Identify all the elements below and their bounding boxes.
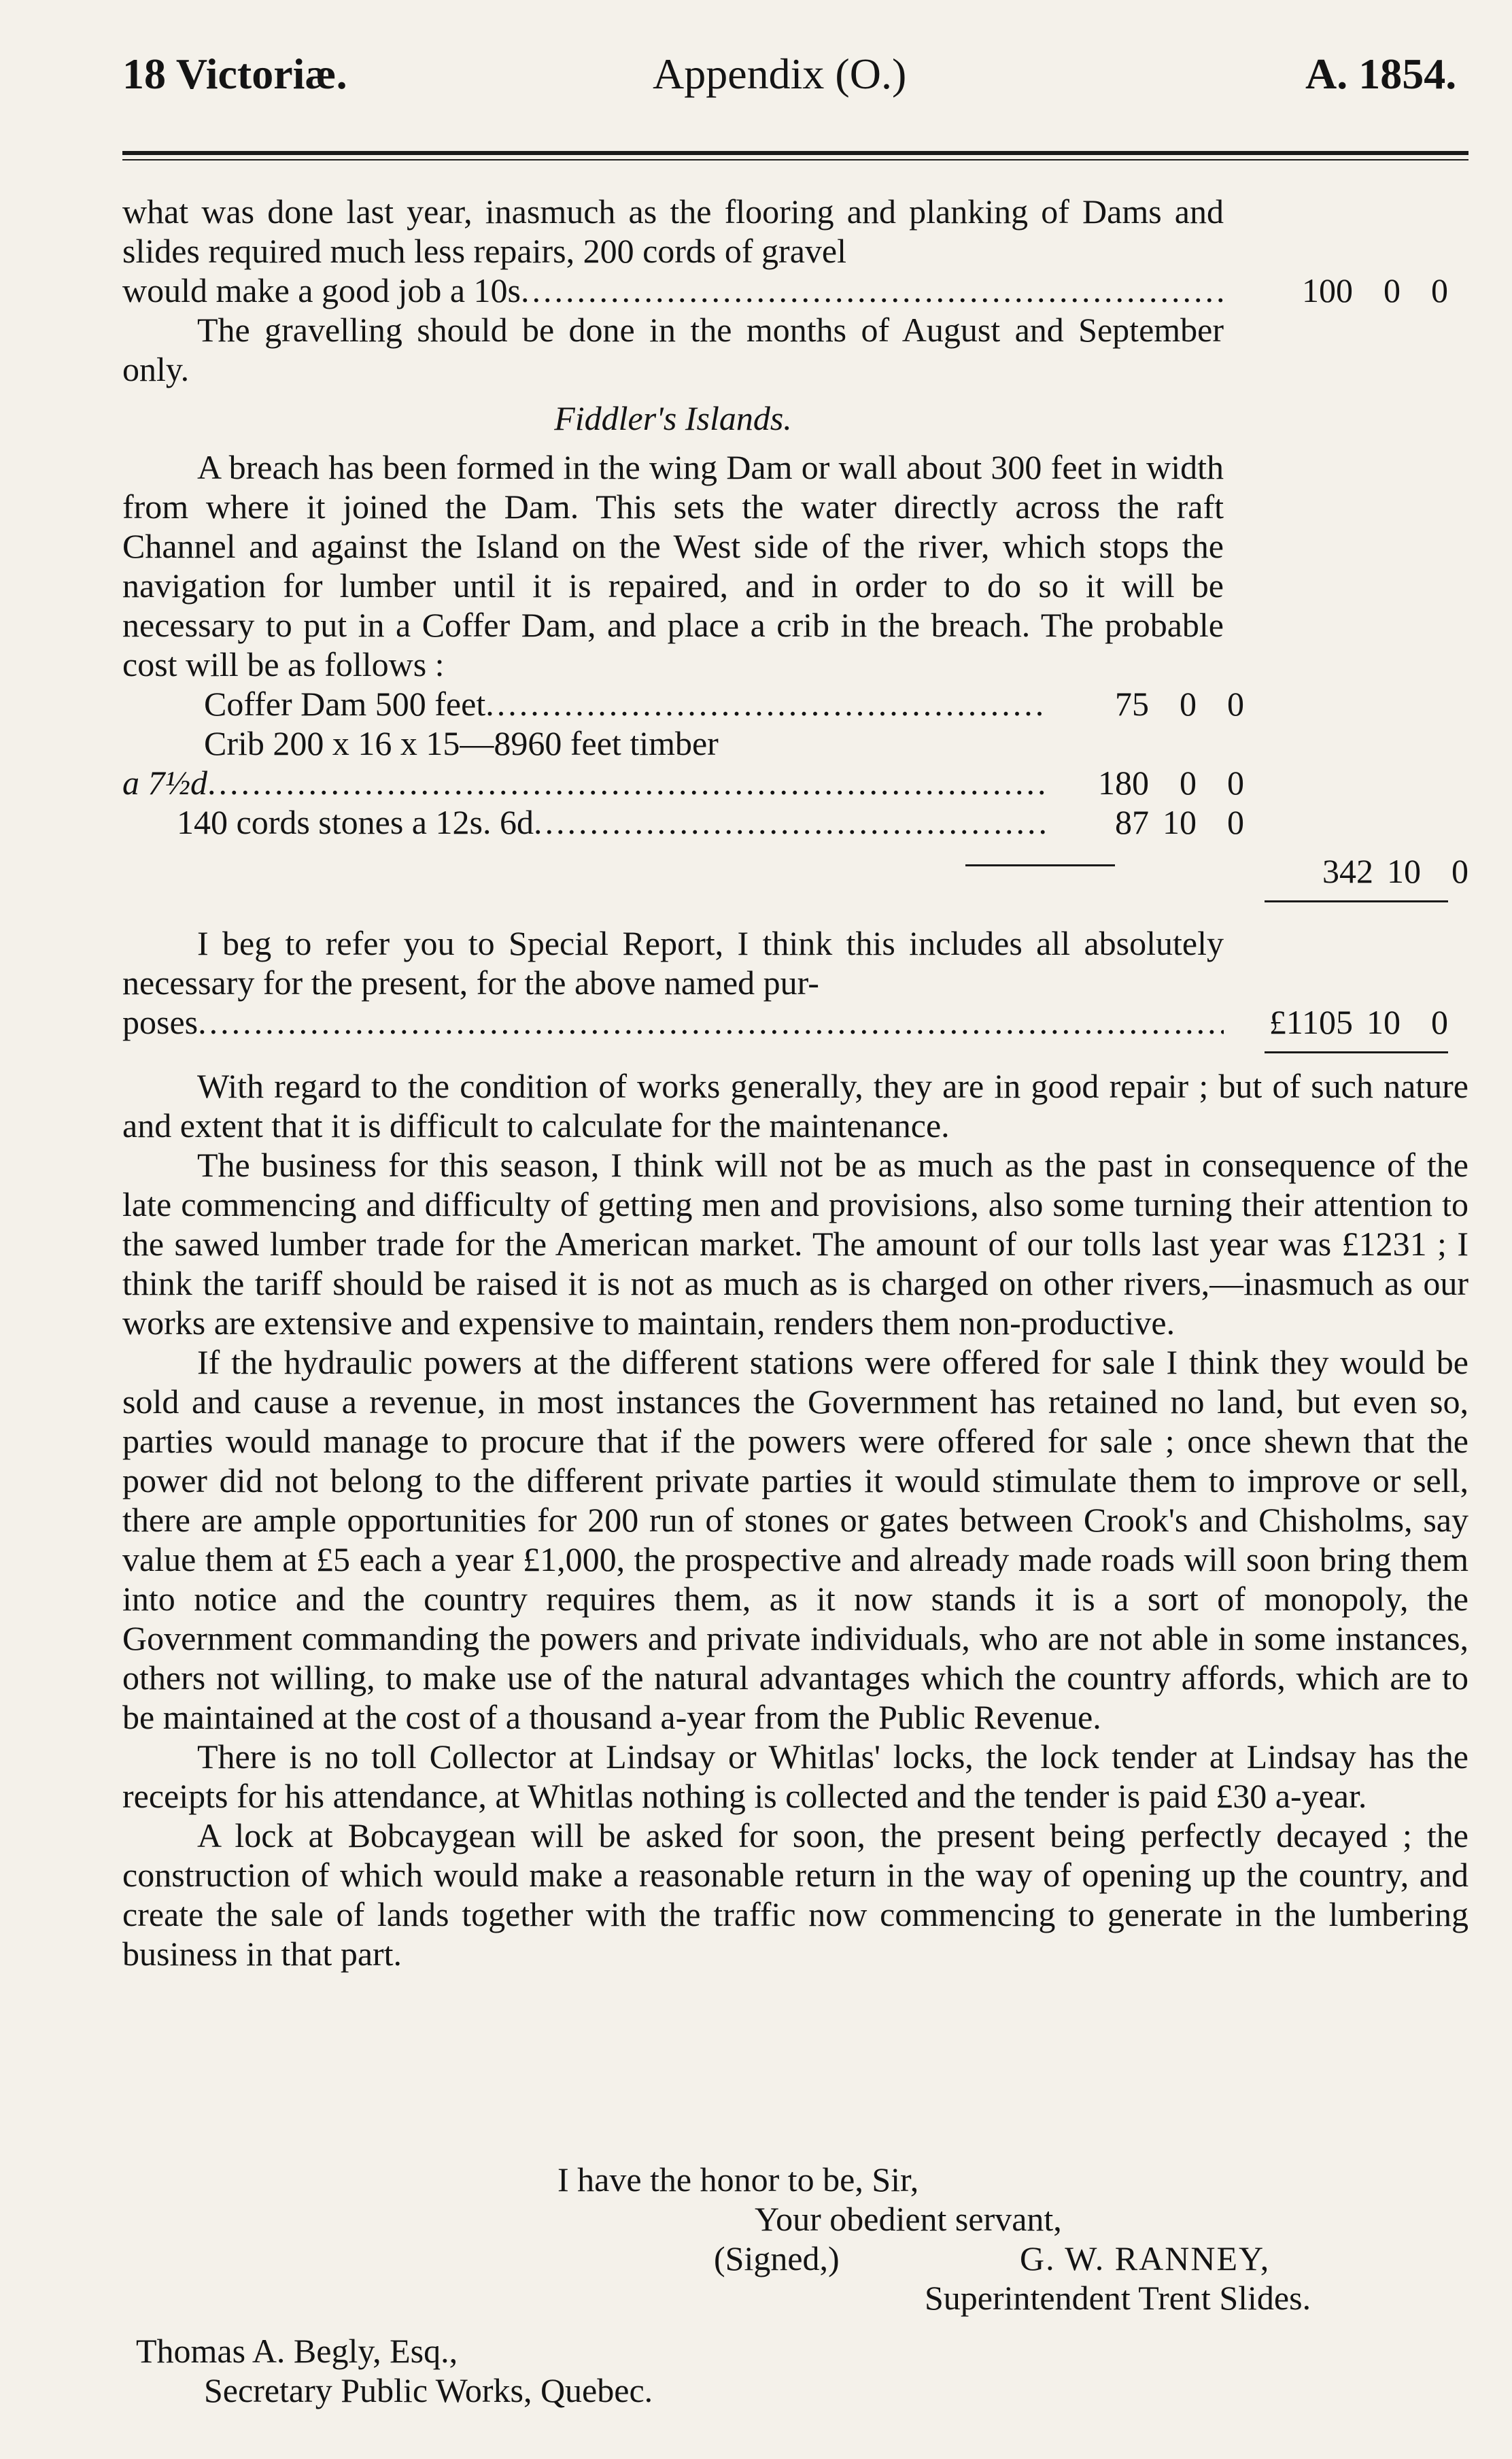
- signed-label: (Signed,): [714, 2239, 840, 2277]
- cost-items: [122, 684, 1244, 855]
- item-stones: 140 cords stones a 12s. 6d ..... 87 10 0: [122, 802, 1244, 842]
- total-amount: £1105 10 0: [1269, 1003, 1448, 1041]
- closing-line2: Your obedient servant,: [755, 2200, 1062, 2238]
- para2: The gravelling should be done in the months of August and September only.: [122, 311, 1224, 388]
- items-rule: [965, 864, 1115, 866]
- header-appendix: Appendix (O.): [653, 50, 907, 98]
- closing-line1: I have the honor to be, Sir,: [557, 2160, 919, 2199]
- para1-text: what was done last year, inasmuch as the flooring and planking of Dams and slides required much less repairs, 200 cords of gravel: [122, 192, 1224, 270]
- para9: A lock at Bobcaygean will be asked for soon, the present being perfectly decayed ; the construction of which would make a reasonable return in the way of opening up the country, and create the sale of lands together with the traffic now commencing to generate in the lumbering business in that part.: [122, 1816, 1468, 1973]
- header-session: 18 Victoriæ.: [122, 50, 347, 98]
- header-rule-thick: [122, 151, 1468, 155]
- total-rule: [1265, 1051, 1448, 1053]
- para3: A breach has been formed in the wing Dam or wall about 300 feet in width from where it joined the Dam. This sets the water directly across the raft Channel and against the Island on the West side of the river, which stops the navigation for lumber until it is repaired, and in order to do so it will be necessary to put in a Coffer Dam, and place a crib in the breach. The probable cost will be as follows :: [122, 448, 1224, 683]
- para1-block: [122, 192, 1468, 310]
- addressee-position: Secretary Public Works, Quebec.: [204, 2371, 653, 2409]
- para1-leader: [122, 271, 1224, 310]
- para5: With regard to the condition of works generally, they are in good repair ; but of such nature and extent that it is difficult to calculate for the maintenance.: [122, 1067, 1468, 1144]
- signatory-title: Superintendent Trent Slides.: [925, 2279, 1311, 2317]
- item-coffer-dam: Coffer Dam 500 feet ..... 75 0 0: [122, 684, 1244, 724]
- subtotal: 342 10 0: [1322, 852, 1468, 890]
- subtotal-rule: [1265, 900, 1448, 902]
- para4-leader: poses .....: [122, 1002, 1224, 1042]
- item-crib-rate: a 7½d ..... 180 0 0: [122, 763, 1244, 802]
- para8: There is no toll Collector at Lindsay or Whitlas' locks, the lock tender at Lindsay has the receipts for his attendance, at Whitlas nothing is collected and the tender is paid £30 a-year.: [122, 1737, 1468, 1815]
- para7: If the hydraulic powers at the different stations were offered for sale I think they would be sold and cause a revenue, in most instances the Government has retained no land, but even so, parties would manage to procure that if the powers were offered for sale ; once shewn that the power did not belong to the different private parties it would stimulate them to improve or sell, there are ample opportunities for 200 run of stones or gates between Crook's and Chisholms, say value them at £5 each a year £1,000, the prospective and already made roads will soon bring them into notice and the country requires them, as it now stands it is a sort of monopoly, the Government commanding the powers and private individuals, who are not able in some instances, others not willing, to make use of the natural advantages which the country affords, which are to be maintained at the cost of a thousand a-year from the Public Revenue.: [122, 1343, 1468, 1736]
- addressee-name: Thomas A. Begly, Esq.,: [136, 2332, 458, 2370]
- header-rule-thin: [122, 159, 1468, 160]
- header-year: A. 1854.: [1305, 50, 1457, 98]
- para6: The business for this season, I think will not be as much as the past in consequence of the late commencing and difficulty of getting men and provisions, also some turning their attention to the sawed lumber trade for the American market. The amount of our tolls last year was £1231 ; I think the tariff should be raised it is not as much as is charged on other rivers,—inasmuch as our works are extensive and expensive to maintain, renders them non-productive.: [122, 1146, 1468, 1342]
- section-title: Fiddler's Islands.: [554, 399, 792, 437]
- para4-block: [122, 923, 1468, 1042]
- signatory-name: G. W. RANNEY,: [1020, 2239, 1271, 2277]
- item-crib: Crib 200 x 16 x 15—8960 feet timber: [204, 724, 719, 762]
- body-text: [122, 192, 1468, 1973]
- para4-text: I beg to refer you to Special Report, I think this includes all absolutely necessary for the present, for the above named pur-: [122, 924, 1224, 1002]
- para1-leader-label: would make a good job a 10s: [122, 271, 521, 309]
- para1-amount: 100 0 0: [1302, 271, 1448, 309]
